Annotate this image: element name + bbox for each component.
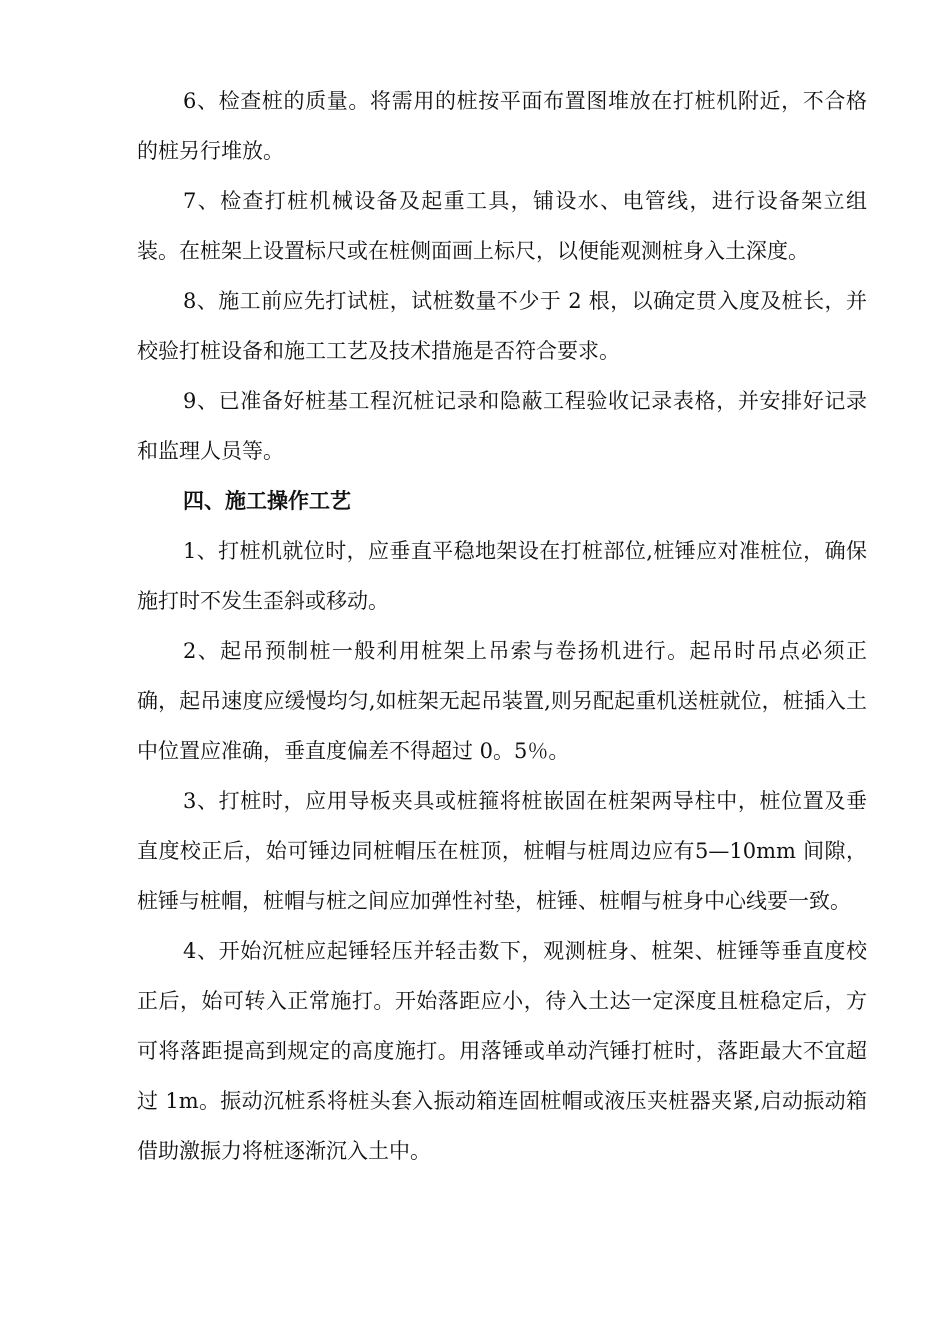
paragraph-item-7: 7、检查打桩机械设备及起重工具，铺设水、电管线，进行设备架立组装。在桩架上设置标尺或在桩侧面画上标尺，以便能观测桩身入土深度。 (137, 189, 867, 263)
paragraph-item-6: 6、检查桩的质量。将需用的桩按平面布置图堆放在打桩机附近，不合格的桩另行堆放。 (137, 89, 867, 163)
paragraph-item-8: 8、施工前应先打试桩，试桩数量不少于 2 根，以确定贯入度及桩长，并校验打桩设备和施工工艺及技术措施是否符合要求。 (137, 289, 867, 363)
section-heading: 四、施工操作工艺 (183, 488, 351, 513)
section-paragraph-4: 4、开始沉桩应起锤轻压并轻击数下，观测桩身、桩架、桩锤等垂直度校正后，始可转入正常施打。开始落距应小，待入土达一定深度且桩稳定后，方可将落距提高到规定的高度施打。用落锤或单动汽锤打桩时，落距最大不宜超过 1m。振动沉桩系将桩头套入振动箱连固桩帽或液压夹桩器夹紧,启动振动箱借助激振力将桩逐渐沉入土中。 (137, 939, 867, 1163)
section-paragraph-1: 1、打桩机就位时，应垂直平稳地架设在打桩部位,桩锤应对准桩位，确保施打时不发生歪斜或移动。 (137, 539, 867, 613)
paragraph-item-9: 9、已准备好桩基工程沉桩记录和隐蔽工程验收记录表格，并安排好记录和监理人员等。 (137, 389, 867, 463)
document-body (137, 76, 867, 1176)
section-paragraph-3: 3、打桩时，应用导板夹具或桩箍将桩嵌固在桩架两导柱中，桩位置及垂直度校正后，始可锤边同桩帽压在桩顶，桩帽与桩周边应有5—10mm 间隙，桩锤与桩帽，桩帽与桩之间应加弹性衬垫，桩锤、桩帽与桩身中心线要一致。 (137, 789, 867, 913)
section-paragraph-2: 2、起吊预制桩一般利用桩架上吊索与卷扬机进行。起吊时吊点必须正确，起吊速度应缓慢均匀,如桩架无起吊装置,则另配起重机送桩就位，桩插入土中位置应准确，垂直度偏差不得超过 0。5％。 (137, 639, 867, 763)
